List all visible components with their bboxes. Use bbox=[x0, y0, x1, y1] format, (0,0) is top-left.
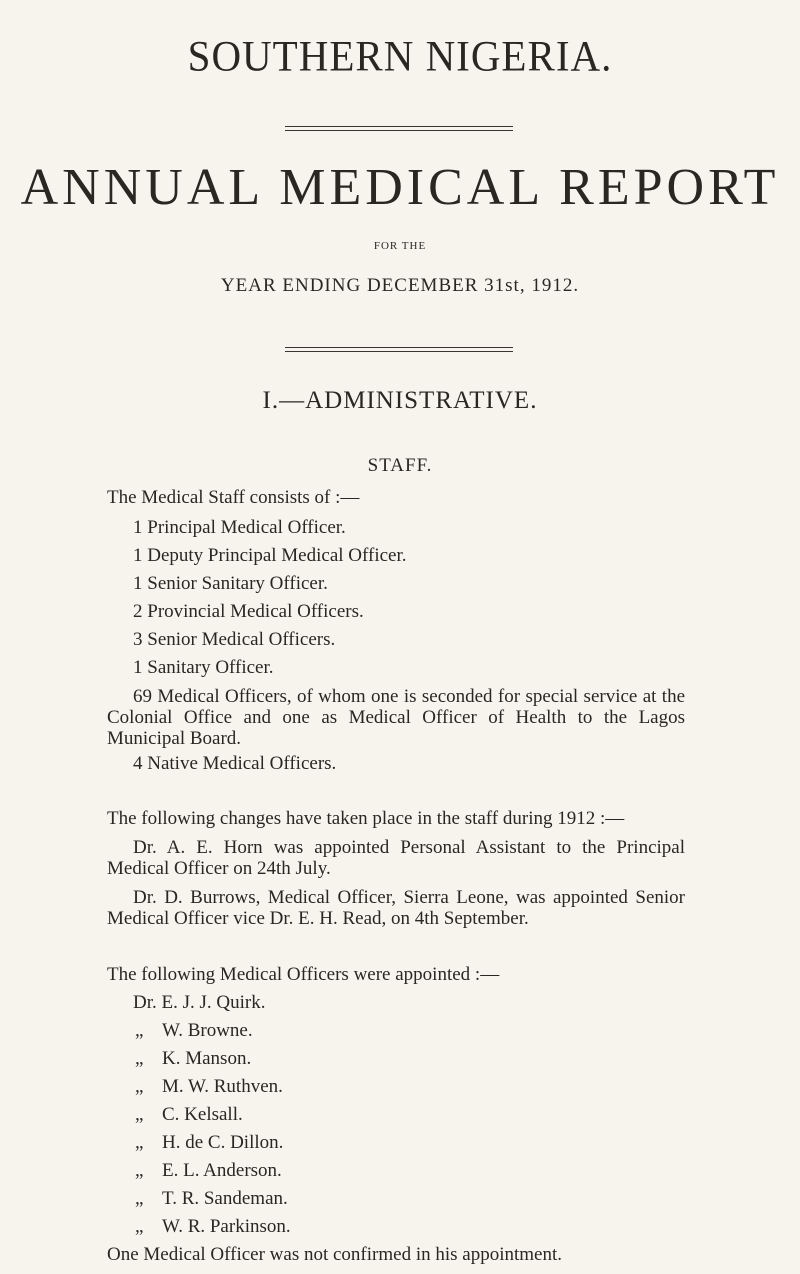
closing-note: One Medical Officer was not confirmed in his appointment. bbox=[107, 1244, 562, 1265]
appointee-name: W. Browne. bbox=[162, 1020, 253, 1041]
ditto-mark: „ bbox=[135, 1076, 144, 1097]
change-horn: Dr. A. E. Horn was appointed Personal Assistant to the Principal Medical Officer on 24th July. bbox=[107, 837, 685, 879]
appointee-row bbox=[135, 1104, 243, 1126]
ditto-mark: „ bbox=[135, 1160, 144, 1181]
staff-item: 1 Sanitary Officer. bbox=[133, 657, 274, 678]
appointee-row bbox=[135, 1216, 291, 1238]
appointee-row bbox=[135, 1076, 283, 1098]
appointee-name: T. R. Sandeman. bbox=[162, 1188, 288, 1209]
divider-top-2 bbox=[285, 130, 513, 131]
appointee-row bbox=[135, 1020, 253, 1042]
staff-item-native: 4 Native Medical Officers. bbox=[133, 753, 337, 774]
divider-mid-2 bbox=[285, 351, 513, 352]
appointee-name: M. W. Ruthven. bbox=[162, 1076, 283, 1097]
ditto-mark: „ bbox=[135, 1132, 144, 1153]
staff-heading: STAFF. bbox=[367, 455, 433, 476]
staff-item: 1 Senior Sanitary Officer. bbox=[133, 573, 328, 594]
appointee-row bbox=[135, 1160, 282, 1182]
staff-item: 2 Provincial Medical Officers. bbox=[133, 601, 364, 622]
staff-item: 1 Principal Medical Officer. bbox=[133, 517, 346, 538]
for-the-label: FOR THE bbox=[373, 240, 427, 252]
medical-officers-paragraph: 69 Medical Officers, of whom one is seconded for special service at the Colonial Office and one as Medical Officer of Health to the Lagos Municipal Board. bbox=[107, 686, 685, 749]
appointee-name: W. R. Parkinson. bbox=[162, 1216, 291, 1237]
ditto-mark: „ bbox=[135, 1188, 144, 1209]
section-heading: I.—ADMINISTRATIVE. bbox=[262, 387, 538, 414]
staff-item: 3 Senior Medical Officers. bbox=[133, 629, 336, 650]
change-burrows: Dr. D. Burrows, Medical Officer, Sierra Leone, was appointed Senior Medical Officer vice Dr. E. H. Read, on 4th September. bbox=[107, 887, 685, 929]
changes-intro: The following changes have taken place in the staff during 1912 :— bbox=[107, 808, 625, 829]
ditto-mark: „ bbox=[135, 1216, 144, 1237]
country-title: SOUTHERN NIGERIA. bbox=[187, 31, 613, 81]
appointee-name: H. de C. Dillon. bbox=[162, 1132, 284, 1153]
appointments-intro: The following Medical Officers were appointed :— bbox=[107, 964, 500, 985]
divider-top-1 bbox=[285, 126, 513, 127]
appointee-name: E. L. Anderson. bbox=[162, 1160, 282, 1181]
appointee-row bbox=[135, 1048, 251, 1070]
staff-intro: The Medical Staff consists of :— bbox=[107, 487, 360, 508]
divider-mid-1 bbox=[285, 347, 513, 348]
staff-item: 1 Deputy Principal Medical Officer. bbox=[133, 545, 407, 566]
appointee-first: Dr. E. J. J. Quirk. bbox=[133, 992, 266, 1013]
ditto-mark: „ bbox=[135, 1048, 144, 1069]
year-line: YEAR ENDING DECEMBER 31st, 1912. bbox=[220, 275, 580, 296]
appointee-name: C. Kelsall. bbox=[162, 1104, 243, 1125]
appointee-row bbox=[135, 1188, 288, 1210]
ditto-mark: „ bbox=[135, 1104, 144, 1125]
appointee-name: K. Manson. bbox=[162, 1048, 252, 1069]
ditto-mark: „ bbox=[135, 1020, 144, 1041]
appointee-row bbox=[135, 1132, 283, 1154]
report-title: ANNUAL MEDICAL REPORT bbox=[20, 159, 780, 216]
